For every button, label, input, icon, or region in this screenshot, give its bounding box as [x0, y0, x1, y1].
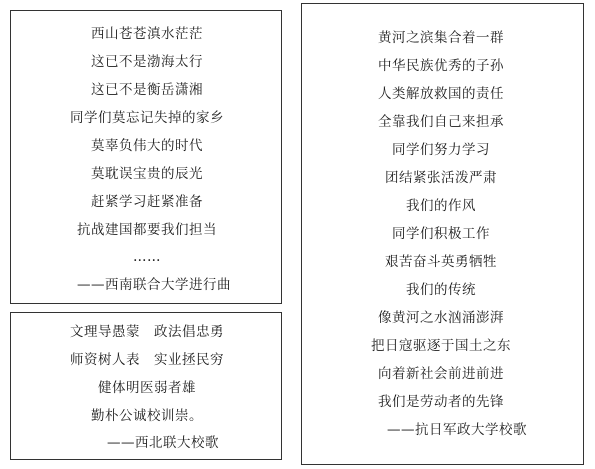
kangda-song-box — [301, 3, 584, 465]
song-line: 我们的作风 — [406, 198, 476, 214]
song-line: 莫辜负伟大的时代 — [91, 138, 203, 154]
song-line: 黄河之滨集合着一群 — [378, 30, 504, 46]
song-line: 同学们努力学习 — [392, 142, 490, 158]
song-line: 赶紧学习赶紧准备 — [91, 194, 203, 210]
song-line: 这已不是衡岳潇湘 — [91, 82, 203, 98]
song-line: 全靠我们自己来担承 — [378, 114, 504, 130]
song-line: 同学们积极工作 — [392, 226, 490, 242]
song-line: 把日寇驱逐于国土之东 — [371, 338, 511, 354]
song-line: 向着新社会前进前进 — [378, 366, 504, 382]
song-attribution: ——西北联大校歌 — [107, 435, 219, 451]
song-line: 抗战建国都要我们担当 — [77, 222, 217, 238]
xibei-song-box — [10, 312, 282, 460]
song-line: 中华民族优秀的子孙 — [378, 58, 504, 74]
xinan-song-box — [10, 10, 282, 304]
song-line: 西山苍苍滇水茫茫 — [91, 26, 203, 42]
song-line: 团结紧张活泼严肃 — [385, 170, 497, 186]
song-line: 人类解放救国的责任 — [378, 86, 504, 102]
song-line: 勤朴公诚校训崇。 — [91, 408, 203, 424]
song-line: 这已不是渤海太行 — [91, 54, 203, 70]
song-line: 我们的传统 — [406, 282, 476, 298]
song-line: 像黄河之水汹涌澎湃 — [378, 310, 504, 326]
song-line: 文理导愚蒙 政法倡忠勇 — [70, 324, 224, 340]
song-line: 莫耽误宝贵的辰光 — [91, 166, 203, 182]
song-line: 艰苦奋斗英勇牺牲 — [385, 254, 497, 270]
song-attribution: ——西南联合大学进行曲 — [77, 277, 231, 293]
song-attribution: ——抗日军政大学校歌 — [387, 422, 527, 438]
song-line: 同学们莫忘记失掉的家乡 — [70, 110, 224, 126]
song-ellipsis: …… — [133, 249, 161, 265]
song-line: 师资树人表 实业拯民穷 — [70, 352, 224, 368]
song-line: 健体明医弱者雄 — [98, 380, 196, 396]
song-line: 我们是劳动者的先锋 — [378, 394, 504, 410]
